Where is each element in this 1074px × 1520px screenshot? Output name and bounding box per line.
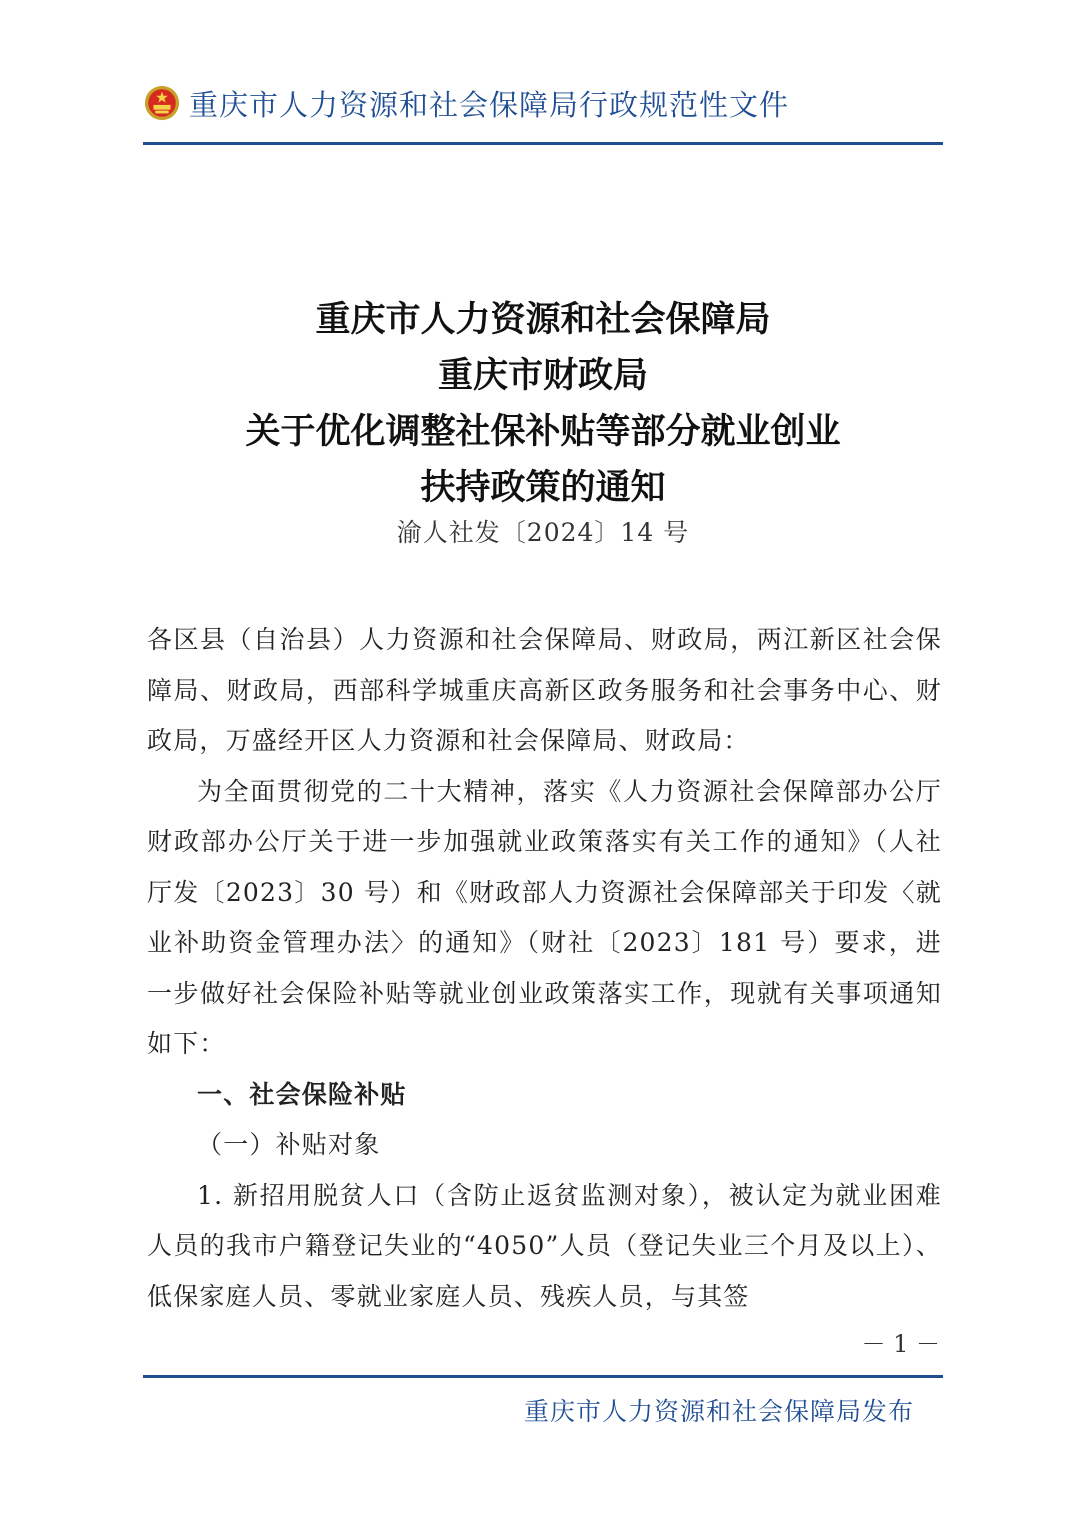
addressees-paragraph: 各区县（自治县）人力资源和社会保障局、财政局，两江新区社会保障局、财政局，西部科学城重庆高新区政务服务和社会事务中心、财政局，万盛经开区人力资源和社会保障局、财政局： [147,625,942,755]
document-number: 渝人社发〔2024〕14 号 [396,518,690,547]
title-line-2: 重庆市财政局 [437,355,648,396]
national-emblem-icon [143,84,181,122]
title-line-3: 关于优化调整社保补贴等部分就业创业 [245,411,841,452]
intro-paragraph: 为全面贯彻党的二十大精神，落实《人力资源社会保障部办公厅 财政部办公厅关于进一步加强就业政策落实有关工作的通知》（人社厅发〔2023〕30 号）和《财政部人力资源社会保障部关于印发〈就业补助资金管理办法〉的通知》（财社〔2023〕181 号）要求，进一步做好社会保险补贴等就业创业政策落实工作，现就有关事项通知如下： [147,776,942,1058]
item-1-paragraph: 1. 新招用脱贫人口（含防止返贫监测对象），被认定为就业困难人员的我市户籍登记失业的“4050”人员（登记失业三个月及以上）、低保家庭人员、零就业家庭人员、残疾人员，与其签 [147,1180,942,1311]
header-divider [143,142,943,145]
document-title [143,292,943,516]
document-header [143,78,943,128]
page-number: － 1 － [861,1330,940,1358]
footer-divider [143,1375,943,1378]
subsection-heading-1: （一）补贴对象 [197,1130,381,1159]
footer-publisher: 重庆市人力资源和社会保障局发布 [523,1397,914,1426]
section-heading-1: 一、社会保险补贴 [197,1079,407,1109]
title-line-4: 扶持政策的通知 [420,467,666,508]
document-body [147,615,942,1322]
title-line-1: 重庆市人力资源和社会保障局 [315,299,771,340]
header-title: 重庆市人力资源和社会保障局行政规范性文件 [189,87,790,122]
